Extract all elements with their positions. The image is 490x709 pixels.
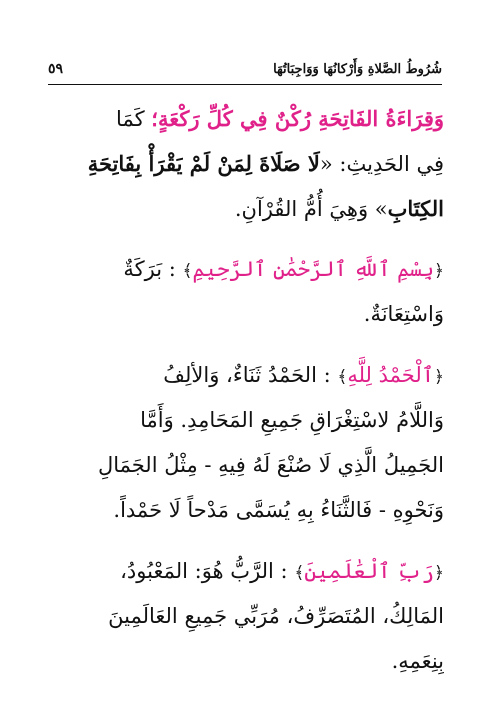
paragraph-gap (46, 231, 444, 247)
hadith-text-part-2: الكِتَابِ (387, 196, 444, 221)
paragraph-4-line-1 (46, 549, 444, 594)
p3-line3: الجَمِيلُ الَّذِي لَا صُنْعَ لَهُ فِيهِ - مِثْلُ الجَمَالِ (97, 453, 444, 477)
p4-line2: المَالِكُ، المُتَصَرِّفُ، مُرَبِّي جَمِيعِ العَالَمِينَ (108, 604, 444, 628)
paragraph-2-line-2 (46, 292, 444, 337)
paragraph-3-line-1 (46, 353, 444, 398)
ornate-bracket-close: ﴾ (294, 563, 305, 583)
basmala-verse: بِسْمِ ٱللَّهِ ٱلرَّحْمَٰنِ ٱلرَّحِيمِ (192, 257, 435, 281)
p4-line1-rest: : الرَّبُّ هُوَ: المَعْبُودُ، (120, 559, 288, 583)
p2-line1-rest: : بَرَكَةٌ (123, 257, 176, 281)
paragraph-4-line-3 (46, 639, 444, 684)
paragraph-1-line-2 (46, 141, 444, 186)
running-title: شُرُوطُ الصَّلاةِ وَأَرْكانُهَا وَوَاجِبَاتُهَا (273, 61, 442, 77)
header-rule (48, 84, 442, 85)
paragraph-3-line-2 (46, 398, 444, 443)
hadith-text-part-1: لَا صَلَاةَ لِمَنْ لَمْ يَقْرَأْ بِفَاتِحَةِ (87, 151, 320, 176)
paragraph-gap (46, 533, 444, 549)
fatiha-heading: وَقِرَاءَةُ الفَاتِحَةِ رُكْنٌ فِي كُلِّ رَكْعَةٍ؛ (151, 106, 444, 131)
ornate-bracket-open: ﴿ (434, 563, 444, 583)
paragraph-3-line-3 (46, 443, 444, 488)
p3-line1-rest: : الحَمْدُ ثَنَاءٌ، وَالألِفُ (163, 363, 331, 387)
alhamdulillah-verse: ٱلْحَمْدُ لِلَّهِ (347, 363, 435, 387)
ornate-bracket-open: ﴿ (434, 261, 444, 281)
paragraph-2-line-1 (46, 247, 444, 292)
p1-line3-rest: » وَهِيَ أُمُّ القُرْآنِ. (234, 197, 388, 221)
paragraph-3-line-4 (46, 488, 444, 533)
paragraph-1-line-1 (46, 96, 444, 141)
ornate-bracket-open: ﴿ (434, 367, 444, 387)
paragraph-gap (46, 337, 444, 353)
p1-line1-rest: كَمَا (116, 107, 145, 131)
body-text (46, 96, 444, 684)
ornate-bracket-close: ﴾ (337, 367, 348, 387)
page-number: ٥٩ (48, 61, 64, 77)
ornate-bracket-close: ﴾ (182, 261, 193, 281)
rabbil-alamin-verse: رَبِّ ٱلْعَٰلَمِينَ (304, 559, 435, 583)
paragraph-4-line-2 (46, 594, 444, 639)
page-header (48, 58, 442, 80)
p4-line3: بِنِعَمِهِ. (391, 649, 444, 673)
p3-line2: وَاللَّامُ لاسْتِغْرَاقِ جَمِيعِ المَحَامِدِ. وَأَمَّا (140, 408, 444, 432)
p1-line2-plain: فِي الحَدِيثِ: « (319, 152, 444, 176)
p2-line2: وَاسْتِعَانَةٌ. (363, 302, 444, 326)
paragraph-1-line-3 (46, 186, 444, 231)
p3-line4: وَنَحْوِهِ - فَالثَّنَاءُ بِهِ يُسَمَّى مَدْحاً لَا حَمْداً. (113, 498, 444, 522)
